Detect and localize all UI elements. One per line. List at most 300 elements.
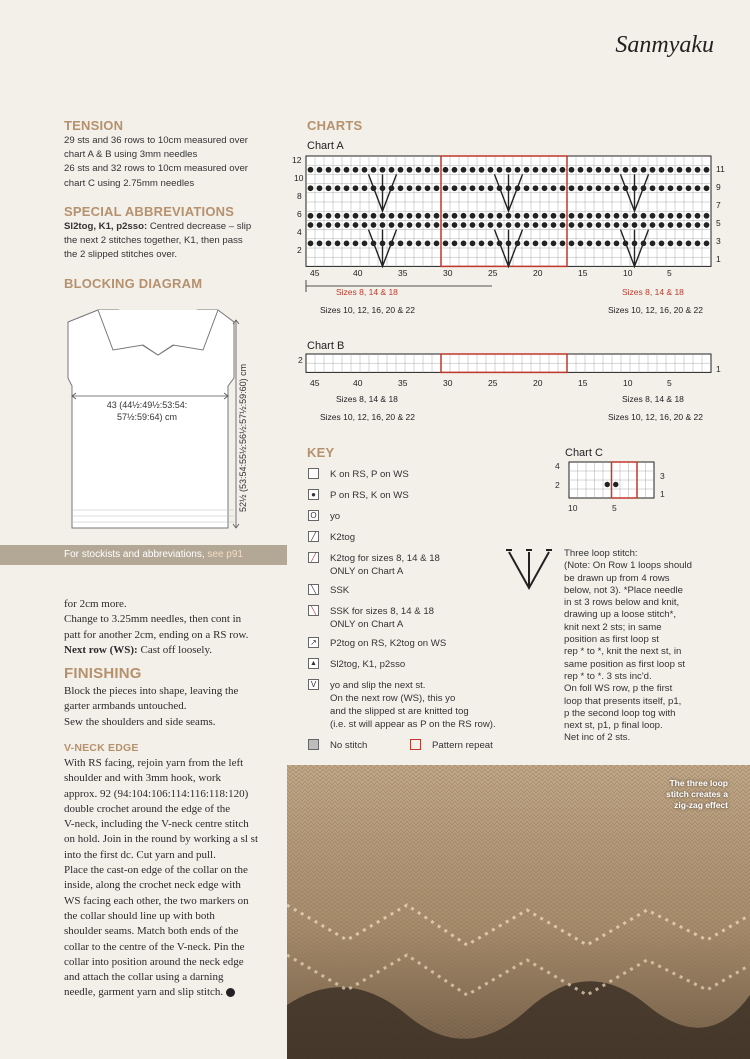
purl-dot <box>605 222 611 228</box>
purl-dot <box>695 167 701 173</box>
purl-dot <box>353 222 359 228</box>
purl-dot <box>551 241 557 247</box>
vneck-line: needle, garment yarn and slip stitch. <box>64 986 224 999</box>
purl-dot <box>587 213 593 219</box>
purl-dot <box>308 185 314 191</box>
key-label-line: and the slipped st are knitted tog <box>330 706 469 717</box>
finishing-line: garter armbands untouched. <box>64 700 187 713</box>
column-number: 45 <box>310 378 320 388</box>
key-label: SSK <box>330 585 350 596</box>
no-stitch-icon <box>308 739 319 750</box>
three-loop-line: be drawn up from 4 rows <box>564 572 670 584</box>
purl-dot <box>542 222 548 228</box>
three-loop-line: (Note: On Row 1 loops should <box>564 560 692 572</box>
stockists-text: For stockists and abbreviations, <box>64 549 208 560</box>
column-number: 30 <box>443 378 453 388</box>
purl-dot <box>488 213 494 219</box>
purl-dot <box>371 213 377 219</box>
finishing-heading: FINISHING <box>64 665 142 682</box>
column-number: 5 <box>667 268 672 278</box>
special-line: the next 2 stitches together, K1, then pass <box>64 235 243 247</box>
three-loop-line: knit next 2 sts; in same <box>564 621 662 633</box>
purl-dot <box>587 241 593 247</box>
purl-dot <box>668 222 674 228</box>
ssk-icon: ╲ <box>308 584 319 595</box>
purl-dot <box>542 185 548 191</box>
purl-dot <box>578 167 584 173</box>
purl-dot <box>623 213 629 219</box>
purl-dot <box>407 222 413 228</box>
purl-dot <box>659 213 665 219</box>
purl-dot <box>605 482 610 487</box>
row-number: 12 <box>292 155 302 165</box>
purl-dot <box>452 213 458 219</box>
key-label-line: SSK for sizes 8, 14 & 18 <box>330 606 434 617</box>
purl-dot <box>569 213 575 219</box>
purl-dot <box>515 222 521 228</box>
purl-dot <box>344 185 350 191</box>
purl-dot <box>659 241 665 247</box>
special-line: Centred decrease – slip <box>147 221 252 232</box>
width-label-line: 57½:59:64) cm <box>116 412 178 422</box>
special-abbreviations-heading: SPECIAL ABBREVIATIONS <box>64 204 235 219</box>
purl-dot <box>632 167 638 173</box>
purl-dot <box>542 213 548 219</box>
purl-dot <box>362 213 368 219</box>
chart-c-row-number: 1 <box>660 489 665 499</box>
purl-dot <box>452 222 458 228</box>
purl-dot <box>425 222 431 228</box>
purl-dot <box>613 482 618 487</box>
purl-dot <box>353 241 359 247</box>
purl-dot <box>470 213 476 219</box>
row-number: 1 <box>716 254 721 264</box>
k2tog-sized-icon: ╱ <box>308 552 319 563</box>
purl-dot <box>560 222 566 228</box>
purl-dot <box>398 213 404 219</box>
purl-dot <box>488 241 494 247</box>
key-label: P on RS, K on WS <box>330 490 409 501</box>
purl-dot <box>578 185 584 191</box>
three-loop-line: loop that presents itself, p1, <box>564 695 682 707</box>
purl-dot <box>515 213 521 219</box>
purl-dot <box>659 185 665 191</box>
key-heading: KEY <box>307 445 335 460</box>
vneck-edge-heading: V-NECK EDGE <box>64 742 139 754</box>
purl-dot <box>488 167 494 173</box>
column-number: 40 <box>353 268 363 278</box>
purl-dot <box>470 241 476 247</box>
chart-a-sizes-red-right: Sizes 8, 14 & 18 <box>622 287 684 297</box>
column-number: 15 <box>578 378 588 388</box>
purl-dot <box>470 222 476 228</box>
purl-dot <box>632 222 638 228</box>
chart-c-row-number: 4 <box>555 461 560 471</box>
purl-dot <box>497 167 503 173</box>
purl-dot <box>677 213 683 219</box>
purl-dot <box>461 185 467 191</box>
column-number: 25 <box>488 268 498 278</box>
vneck-edge-text <box>64 756 286 1001</box>
key-label: K on RS, P on WS <box>330 469 409 480</box>
purl-dot <box>308 241 314 247</box>
purl-dot <box>362 185 368 191</box>
vneck-line: and attach the collar using a darning <box>64 971 224 984</box>
purl-dot <box>362 241 368 247</box>
purl-dot <box>434 185 440 191</box>
key-label: No stitch <box>330 740 368 751</box>
purl-dot <box>344 167 350 173</box>
key-label-line: K2tog for sizes 8, 14 & 18 <box>330 553 440 564</box>
purl-dot <box>398 241 404 247</box>
purl-dot <box>407 241 413 247</box>
purl-dot <box>677 167 683 173</box>
purl-dot <box>416 222 422 228</box>
special-term: Sl2tog, K1, p2sso: <box>64 221 148 232</box>
purl-dot <box>578 213 584 219</box>
purl-dot <box>326 185 332 191</box>
vneck-line: WS facing each other, the two markers on <box>64 894 249 907</box>
purl-dot <box>443 185 449 191</box>
purl-dot <box>479 185 485 191</box>
purl-dot <box>569 241 575 247</box>
chart-b-title: Chart B <box>307 340 345 352</box>
purl-dot <box>533 167 539 173</box>
purl-dot <box>623 167 629 173</box>
purl-dot <box>506 222 512 228</box>
purl-dot <box>596 213 602 219</box>
purl-dot <box>542 167 548 173</box>
chart-b-column-numbers <box>306 378 716 390</box>
purl-dot <box>479 213 485 219</box>
purl-dot <box>407 185 413 191</box>
purl-dot <box>641 167 647 173</box>
purl-dot <box>524 213 530 219</box>
row-number: 5 <box>716 218 721 228</box>
chart-b-sizes-right: Sizes 8, 14 & 18 <box>622 394 684 404</box>
purl-dot <box>326 222 332 228</box>
column-number: 5 <box>667 378 672 388</box>
key-label <box>330 679 520 731</box>
three-loop-line: drawing up a loose stitch*, <box>564 609 676 621</box>
purl-dot <box>326 213 332 219</box>
column-number: 35 <box>398 268 408 278</box>
tension-line: 26 sts and 32 rows to 10cm measured over <box>64 163 248 175</box>
purl-dot <box>605 241 611 247</box>
purl-dot <box>668 241 674 247</box>
vneck-line: V-neck, including the V-neck centre stitch <box>64 818 249 831</box>
purl-dot <box>425 185 431 191</box>
purl-dot <box>524 167 530 173</box>
purl-dot <box>560 241 566 247</box>
three-loop-line: On foll WS row, p the first <box>564 683 673 695</box>
purl-dot <box>380 167 386 173</box>
purl-dot <box>551 213 557 219</box>
row-number: 2 <box>297 245 302 255</box>
purl-dot <box>578 222 584 228</box>
vneck-line: With RS facing, rejoin yarn from the left <box>64 757 244 769</box>
purl-dot <box>704 222 710 228</box>
vneck-line: into the first dc. Cut yarn and pull. <box>64 848 216 861</box>
blocking-height-label: 52½ (53:54:55½:56½:57½:59:60) cm <box>238 363 248 512</box>
key-label: yo <box>330 511 341 522</box>
purl-dot <box>542 241 548 247</box>
vneck-line: shoulder seams. Match both ends of the <box>64 925 239 938</box>
purl-dot <box>452 167 458 173</box>
purl-dot <box>389 213 395 219</box>
purl-dot <box>479 241 485 247</box>
purl-dot <box>641 222 647 228</box>
pattern-repeat-label: Pattern repeat <box>432 740 493 751</box>
three-loop-line: rep * to *. 3 sts inc'd. <box>564 670 652 682</box>
key-label: P2tog on RS, K2tog on WS <box>330 638 447 649</box>
purl-dot-icon: ● <box>308 489 319 500</box>
three-loop-line: rep * to *, knit the next st, in <box>564 646 682 658</box>
purl-dot <box>506 213 512 219</box>
purl-dot <box>569 222 575 228</box>
chart-c-row-number: 2 <box>555 480 560 490</box>
vneck-line: collar to the centre of the V-neck. Pin the <box>64 940 245 953</box>
vneck-line: collar into position around the neck edge <box>64 955 244 968</box>
purl-dot <box>677 222 683 228</box>
purl-dot <box>389 222 395 228</box>
vneck-line: Place the cast-on edge of the collar on the <box>64 864 248 877</box>
stockists-bar <box>0 545 287 565</box>
column-number: 30 <box>443 268 453 278</box>
purl-dot <box>659 222 665 228</box>
p2tog-icon: ↗ <box>308 637 319 648</box>
purl-dot <box>533 241 539 247</box>
purl-dot <box>425 167 431 173</box>
centred-decrease-icon: ▲ <box>308 658 319 669</box>
key-label <box>330 552 520 578</box>
purl-dot <box>650 167 656 173</box>
stockists-link[interactable]: see p91 <box>207 549 243 560</box>
chart-c-column-number: 5 <box>612 503 617 513</box>
purl-dot <box>677 185 683 191</box>
purl-dot <box>614 222 620 228</box>
three-loop-line: same position as first loop st <box>564 658 686 670</box>
three-loop-line: p the second loop tog with <box>564 707 676 719</box>
next-row-text: Cast off loosely. <box>137 643 212 656</box>
purl-dot <box>353 185 359 191</box>
purl-dot <box>695 241 701 247</box>
purl-dot <box>614 241 620 247</box>
k2tog-icon: ╱ <box>308 531 319 542</box>
brand-title: Sanmyaku <box>615 32 714 58</box>
photo-caption <box>666 778 728 811</box>
purl-dot <box>704 167 710 173</box>
purl-dot <box>497 222 503 228</box>
purl-dot <box>632 213 638 219</box>
continue-line: Change to 3.25mm needles, then cont in <box>64 613 242 626</box>
three-loop-line: Three loop stitch: <box>564 548 638 559</box>
purl-dot <box>641 213 647 219</box>
row-number: 11 <box>716 164 725 174</box>
purl-dot <box>416 241 422 247</box>
purl-dot <box>443 213 449 219</box>
key-label: Sl2tog, K1, p2sso <box>330 659 406 670</box>
purl-dot <box>398 222 404 228</box>
purl-dot <box>443 167 449 173</box>
purl-dot <box>308 222 314 228</box>
column-number: 35 <box>398 378 408 388</box>
purl-dot <box>335 241 341 247</box>
purl-dot <box>686 185 692 191</box>
chart-b-sizes-black-left: Sizes 10, 12, 16, 20 & 22 <box>320 412 415 422</box>
purl-dot <box>686 167 692 173</box>
continue-text <box>64 597 284 658</box>
purl-dot <box>623 222 629 228</box>
purl-dot <box>596 222 602 228</box>
key-label-line: (i.e. st will appear as P on the RS row). <box>330 719 496 730</box>
purl-dot <box>605 167 611 173</box>
purl-dot <box>317 185 323 191</box>
purl-dot <box>434 222 440 228</box>
purl-dot <box>470 185 476 191</box>
purl-dot <box>551 185 557 191</box>
chart-a-sizes-black-left: Sizes 10, 12, 16, 20 & 22 <box>320 305 415 315</box>
purl-dot <box>587 185 593 191</box>
purl-dot <box>614 185 620 191</box>
column-number: 40 <box>353 378 363 388</box>
tension-line: chart C using 2.75mm needles <box>64 177 195 189</box>
purl-dot <box>308 213 314 219</box>
purl-dot <box>704 213 710 219</box>
column-number: 25 <box>488 378 498 388</box>
three-loop-line: below, not 3). *Place needle <box>564 584 683 596</box>
knit-icon <box>308 468 319 479</box>
purl-dot <box>533 222 539 228</box>
purl-dot <box>371 167 377 173</box>
purl-dot <box>353 213 359 219</box>
purl-dot <box>335 222 341 228</box>
purl-dot <box>461 213 467 219</box>
chart-c-column-number: 10 <box>568 503 578 513</box>
key-label-line: yo and slip the next st. <box>330 680 426 691</box>
purl-dot <box>479 222 485 228</box>
column-number: 10 <box>623 268 633 278</box>
ssk-sized-icon: ╲ <box>308 605 319 616</box>
purl-dot <box>461 222 467 228</box>
width-label-line: 43 (44½:49½:53:54: <box>106 400 188 410</box>
purl-dot <box>704 241 710 247</box>
purl-dot <box>380 213 386 219</box>
purl-dot <box>596 167 602 173</box>
purl-dot <box>551 167 557 173</box>
chart-b-right-row-number: 1 <box>716 364 721 374</box>
purl-dot <box>425 241 431 247</box>
row-number: 8 <box>297 191 302 201</box>
key-label: K2tog <box>330 532 356 543</box>
purl-dot <box>686 222 692 228</box>
purl-dot <box>524 185 530 191</box>
purl-dot <box>344 222 350 228</box>
column-number: 10 <box>623 378 633 388</box>
chart-a-sizes-black-right: Sizes 10, 12, 16, 20 & 22 <box>608 305 703 315</box>
purl-dot <box>605 185 611 191</box>
purl-dot <box>578 241 584 247</box>
yarn-over-icon: O <box>308 510 319 521</box>
tension-line: chart A & B using 3mm needles <box>64 149 198 161</box>
yo-slip-icon: V <box>308 679 319 690</box>
row-number: 9 <box>716 182 721 192</box>
blocking-diagram-heading: BLOCKING DIAGRAM <box>64 276 203 291</box>
tension-line: 29 sts and 36 rows to 10cm measured over <box>64 135 248 146</box>
purl-dot <box>515 167 521 173</box>
purl-dot <box>551 222 557 228</box>
purl-dot <box>695 185 701 191</box>
chart-a-title: Chart A <box>307 140 344 152</box>
purl-dot <box>488 222 494 228</box>
purl-dot <box>695 213 701 219</box>
purl-dot <box>434 213 440 219</box>
purl-dot <box>569 167 575 173</box>
purl-dot <box>407 167 413 173</box>
purl-dot <box>686 241 692 247</box>
purl-dot <box>326 167 332 173</box>
purl-dot <box>668 185 674 191</box>
vneck-line: approx. 92 (94:104:106:114:116:118:120) <box>64 787 249 800</box>
charts-heading: CHARTS <box>307 118 363 133</box>
purl-dot <box>416 213 422 219</box>
column-number: 20 <box>533 268 543 278</box>
purl-dot <box>614 213 620 219</box>
three-loop-line: next st, p1, p final loop. <box>564 720 663 732</box>
purl-dot <box>560 213 566 219</box>
purl-dot <box>362 167 368 173</box>
purl-dot <box>371 222 377 228</box>
purl-dot <box>506 167 512 173</box>
tension-heading: TENSION <box>64 118 124 133</box>
three-loop-stitch-text <box>564 548 739 745</box>
purl-dot <box>362 222 368 228</box>
purl-dot <box>344 241 350 247</box>
purl-dot <box>668 167 674 173</box>
purl-dot <box>434 241 440 247</box>
purl-dot <box>416 185 422 191</box>
purl-dot <box>470 167 476 173</box>
purl-dot <box>317 167 323 173</box>
key-label-line: ONLY on Chart A <box>330 619 404 630</box>
purl-dot <box>650 213 656 219</box>
purl-dot <box>452 241 458 247</box>
purl-dot <box>335 185 341 191</box>
row-number: 3 <box>716 236 721 246</box>
purl-dot <box>650 222 656 228</box>
purl-dot <box>677 241 683 247</box>
chart-c-title: Chart C <box>565 447 603 459</box>
vneck-line: inside, along the crochet neck edge with <box>64 879 241 892</box>
column-number: 20 <box>533 378 543 388</box>
vneck-line: the collar should line up with both <box>64 909 215 922</box>
purl-dot <box>659 167 665 173</box>
purl-dot <box>389 167 395 173</box>
purl-dot <box>326 241 332 247</box>
finishing-line: Block the pieces into shape, leaving the <box>64 685 239 697</box>
chart-b-sizes-left: Sizes 8, 14 & 18 <box>336 394 398 404</box>
purl-dot <box>587 167 593 173</box>
purl-dot <box>308 167 314 173</box>
purl-dot <box>533 213 539 219</box>
purl-dot <box>587 222 593 228</box>
caption-line: stitch creates a <box>666 789 728 799</box>
purl-dot <box>497 213 503 219</box>
vneck-line: double crochet around the edge of the <box>64 802 231 815</box>
key-label-line: On the next row (WS), this yo <box>330 693 456 704</box>
column-number: 15 <box>578 268 588 278</box>
purl-dot <box>695 222 701 228</box>
